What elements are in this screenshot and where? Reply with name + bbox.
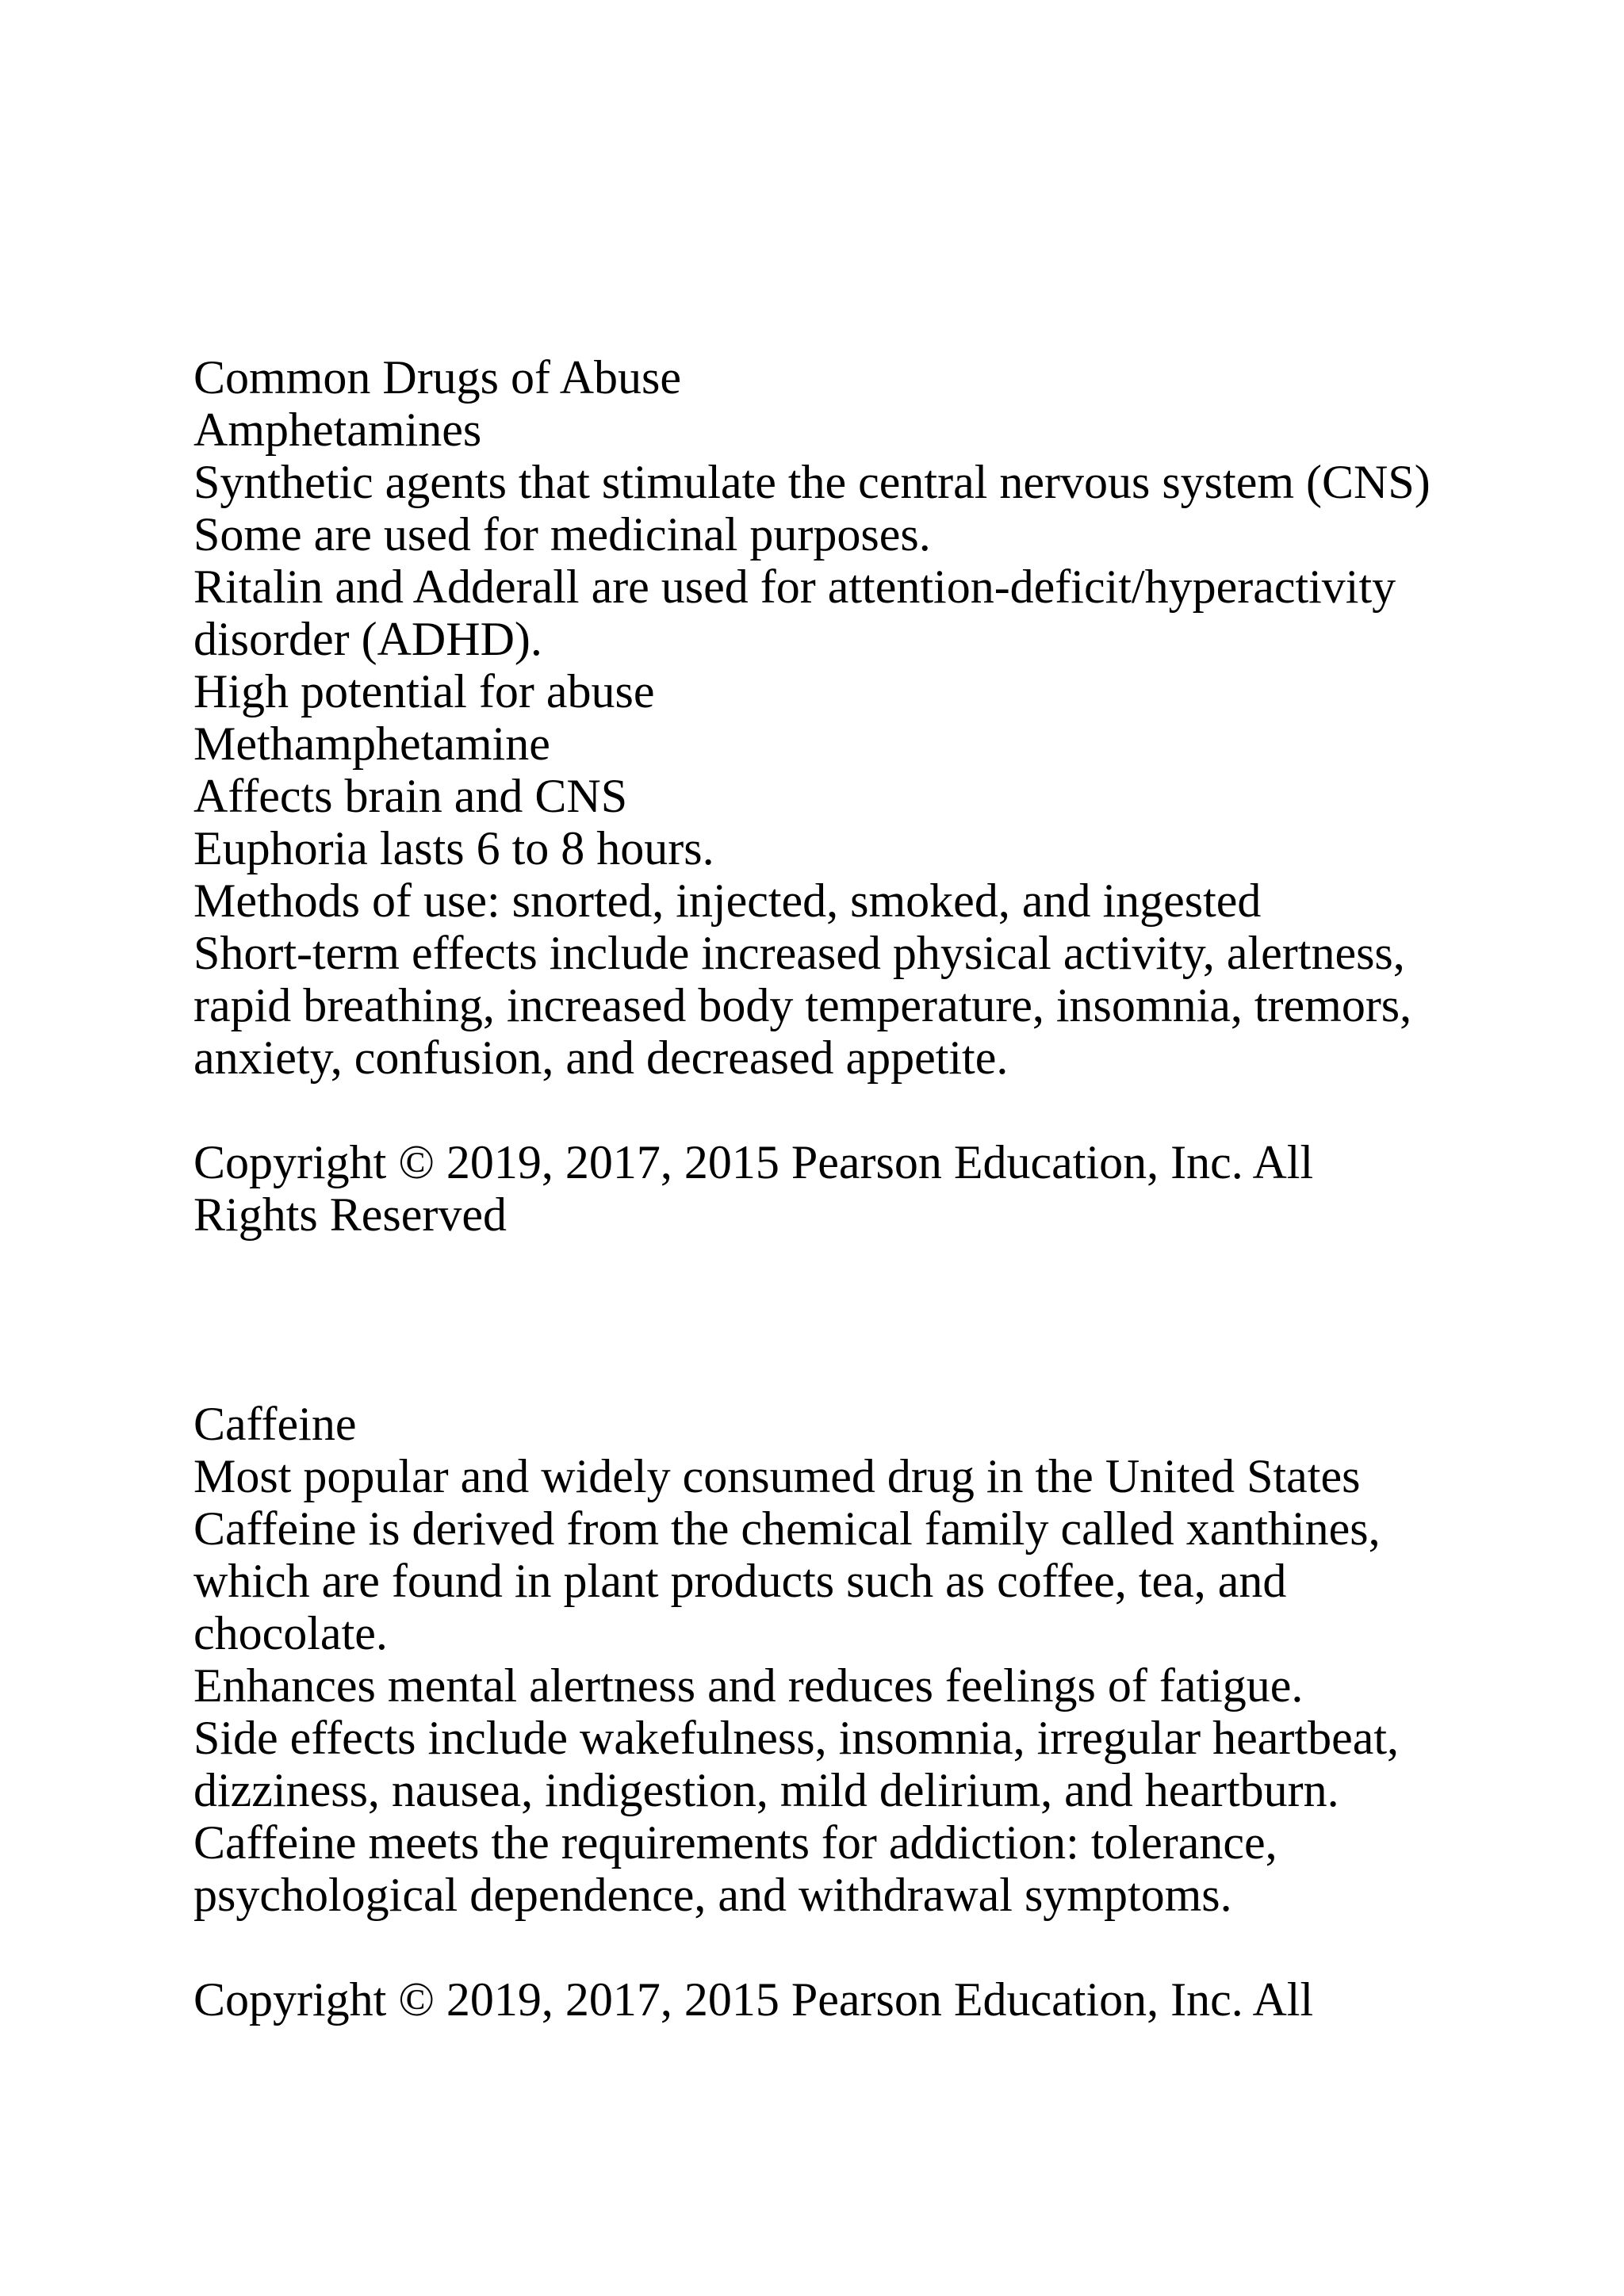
line-short-term-effects: Short-term effects include increased physical activity, alertness, rapid breathing, increased body temperature, insomnia, tremors, anxiety, confusion, and decreased appetite. [193,927,1412,1084]
line-high-potential: High potential for abuse [193,665,655,718]
blank-line [193,1921,1438,1973]
line-addiction-requirements: Caffeine meets the requirements for addiction: tolerance, psychological dependence, and withdrawal symptoms. [193,1816,1277,1921]
line-enhances-alertness: Enhances mental alertness and reduces feelings of fatigue. [193,1659,1304,1712]
line-caffeine-heading: Caffeine [193,1398,357,1450]
line-synthetic-agents: Synthetic agents that stimulate the central nervous system (CNS) [193,456,1431,508]
line-common-drugs-title: Common Drugs of Abuse [193,351,681,404]
line-euphoria: Euphoria lasts 6 to 8 hours. [193,822,714,874]
line-medicinal-purposes: Some are used for medicinal purposes. [193,508,931,561]
text-column [193,351,1438,2026]
line-most-popular: Most popular and widely consumed drug in the United States [193,1450,1361,1502]
line-affects-brain: Affects brain and CNS [193,770,628,822]
section-gap [193,1241,1438,1398]
blank-line [193,1084,1438,1136]
copyright-notice-caffeine: Copyright © 2019, 2017, 2015 Pearson Education, Inc. All [193,1973,1314,2026]
line-methods-of-use: Methods of use: snorted, injected, smoked, and ingested [193,874,1262,927]
line-xanthines: Caffeine is derived from the chemical family called xanthines, which are found in plant products such as coffee, tea, and chocolate. [193,1502,1381,1659]
line-methamphetamine: Methamphetamine [193,718,550,770]
line-ritalin-adderall: Ritalin and Adderall are used for attention-deficit/hyperactivity disorder (ADHD). [193,561,1396,665]
line-amphetamines-heading: Amphetamines [193,404,482,456]
line-side-effects: Side effects include wakefulness, insomnia, irregular heartbeat, dizziness, nausea, indigestion, mild delirium, and heartburn. [193,1712,1400,1816]
copyright-notice-amphetamines: Copyright © 2019, 2017, 2015 Pearson Education, Inc. All Rights Reserved [193,1136,1314,1241]
